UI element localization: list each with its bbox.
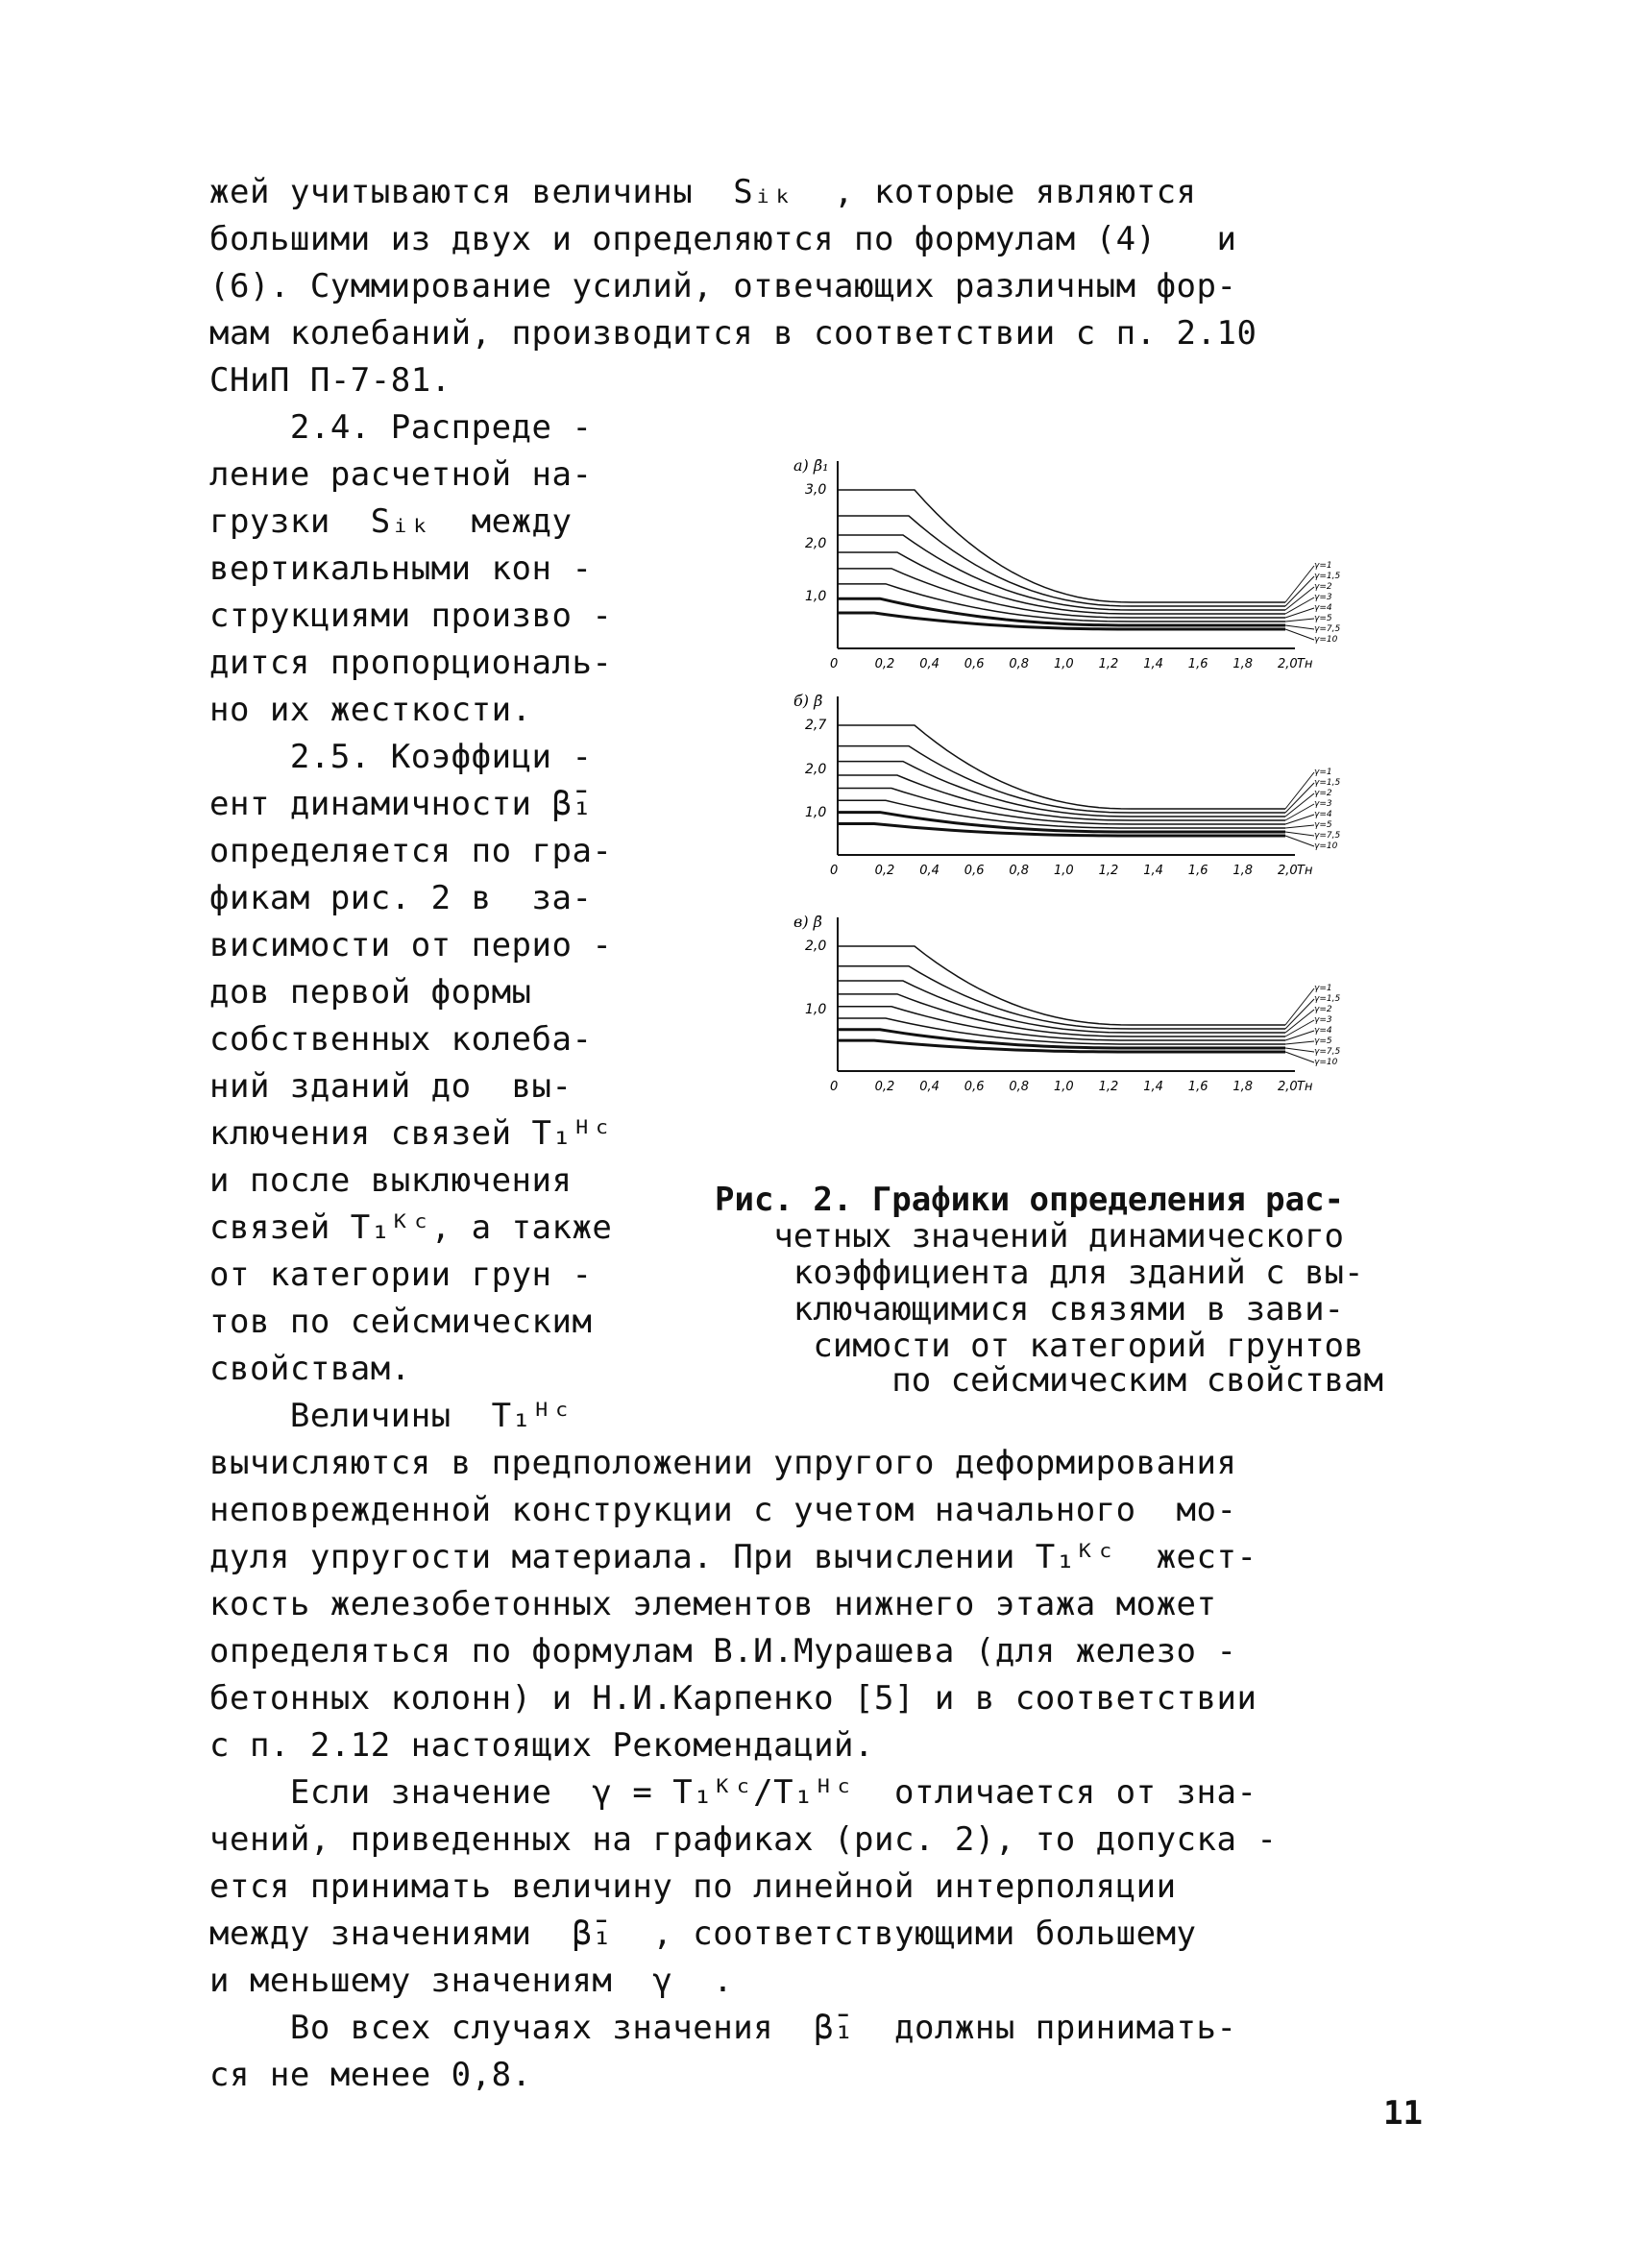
text-line: (6). Суммирование усилий, отвечающих различным фор- — [209, 267, 1237, 305]
curve-line — [838, 725, 1285, 809]
text-line: кость железобетонных элементов нижнего этажа может — [209, 1585, 1217, 1623]
y-tick-label: 2,7 — [805, 718, 827, 733]
column-line: ент динамичности β̄₁ — [209, 785, 593, 823]
x-tick-label: 1,2 — [1098, 1080, 1119, 1094]
y-tick-label: 1,0 — [805, 805, 827, 820]
gamma-label: γ=5 — [1314, 1036, 1332, 1046]
gamma-label: γ=3 — [1314, 1015, 1332, 1025]
y-tick-label: 1,0 — [805, 589, 827, 604]
x-tick-label: 2,0 — [1278, 657, 1298, 671]
column-line: ление расчетной на- — [209, 455, 593, 494]
gamma-label: γ=1 — [1314, 768, 1332, 777]
y-tick-label: 2,0 — [805, 762, 827, 777]
y-tick-label: 1,0 — [805, 1002, 827, 1017]
x-tick-label: 1,8 — [1232, 657, 1254, 671]
gamma-label: γ=7,5 — [1314, 831, 1341, 841]
x-tick-label: 0,6 — [964, 864, 985, 878]
text-line: бетонных колонн) и Н.И.Карпенко [5] и в соответствии — [209, 1679, 1257, 1718]
gamma-label: γ=10 — [1314, 1058, 1338, 1067]
gamma-label: γ=4 — [1314, 603, 1332, 613]
x-tick-label: 1,4 — [1143, 657, 1163, 671]
x-tick-label: 0 — [830, 657, 839, 671]
gamma-label: γ=2 — [1314, 582, 1332, 592]
x-tick-label: 1,0 — [1054, 657, 1074, 671]
x-tick-label: 1,6 — [1187, 864, 1208, 878]
x-tick-label: 0,2 — [874, 864, 895, 878]
column-line: дов первой формы — [209, 973, 532, 1012]
curve-line — [838, 775, 1285, 820]
gamma-leader — [1285, 783, 1314, 813]
gamma-leader — [1285, 999, 1314, 1029]
gamma-label: γ=7,5 — [1314, 1047, 1341, 1057]
gamma-leader — [1285, 804, 1314, 820]
text-line: Если значение γ = T₁ᴷᶜ/T₁ᴴᶜ отличается от зна- — [209, 1773, 1257, 1812]
page-number: 11 — [1383, 2094, 1423, 2133]
figure-caption: четных значений динамического — [715, 1217, 1345, 1256]
gamma-leader — [1285, 825, 1314, 828]
gamma-label: γ=1 — [1314, 984, 1332, 993]
column-line: и после выключения — [209, 1161, 573, 1200]
gamma-label: γ=4 — [1314, 810, 1332, 819]
column-line: тов по сейсмическим — [209, 1303, 593, 1341]
gamma-leader — [1285, 597, 1314, 614]
curve-line — [838, 788, 1285, 824]
figure-2 — [786, 442, 1381, 1114]
gamma-leader — [1285, 815, 1314, 824]
gamma-label: γ=2 — [1314, 1005, 1332, 1014]
x-tick-label: 0,4 — [919, 657, 940, 671]
gamma-leader — [1285, 793, 1314, 817]
x-tick-label: 2,0 — [1278, 864, 1298, 878]
gamma-label: γ=1,5 — [1314, 994, 1341, 1004]
column-line: ний зданий до вы- — [209, 1067, 573, 1106]
y-tick-label: 2,0 — [805, 536, 827, 551]
column-line: грузки Sᵢₖ между — [209, 502, 573, 541]
panel-label: а) β̄₁ — [793, 456, 829, 475]
gamma-leader — [1285, 619, 1314, 622]
gamma-leader — [1285, 1020, 1314, 1036]
column-line: висимости от перио - — [209, 926, 613, 964]
x-tick-label: 0,2 — [874, 657, 895, 671]
column-line: свойствам. — [209, 1350, 411, 1388]
gamma-label: γ=3 — [1314, 593, 1332, 602]
gamma-leader — [1285, 988, 1314, 1025]
gamma-leader — [1285, 1010, 1314, 1033]
column-line: от категории грун - — [209, 1256, 593, 1294]
x-tick-label: 0,6 — [964, 1080, 985, 1094]
text-line: неповрежденной конструкции с учетом начального мо- — [209, 1491, 1237, 1529]
x-tick-label: 0,2 — [874, 1080, 895, 1094]
gamma-label: γ=1 — [1314, 561, 1332, 571]
text-line: чений, приведенных на графиках (рис. 2), то допуска - — [209, 1820, 1278, 1859]
text-line: жей учитываются величины Sᵢₖ , которые являются — [209, 173, 1197, 211]
gamma-label: γ=7,5 — [1314, 624, 1341, 634]
figure-caption: коэффициента для зданий с вы- — [715, 1254, 1364, 1292]
text-line: дуля упругости материала. При вычислении T₁ᴷᶜ жест- — [209, 1538, 1257, 1576]
gamma-leader — [1285, 629, 1314, 640]
column-line: собственных колеба- — [209, 1020, 593, 1059]
figure-caption: по сейсмическим свойствам — [715, 1361, 1383, 1400]
text-line: между значениями β̄₁ , соответствующими большему — [209, 1914, 1197, 1953]
figure-caption: Рис. 2. Графики определения рас- — [715, 1181, 1345, 1219]
text-line: мам колебаний, производится в соответствии с п. 2.10 — [209, 314, 1257, 353]
x-tick-label: 0,8 — [1009, 657, 1030, 671]
curve-line — [838, 490, 1285, 602]
gamma-label: γ=5 — [1314, 614, 1332, 623]
gamma-leader — [1285, 625, 1314, 629]
curve-line — [838, 994, 1285, 1036]
column-line: вертикальными кон - — [209, 549, 593, 588]
text-line: определяться по формулам В.И.Мурашева (для железо - — [209, 1632, 1237, 1671]
gamma-leader — [1285, 836, 1314, 846]
column-line: связей T₁ᴷᶜ, а также — [209, 1208, 613, 1247]
x-axis-label: Tн — [1297, 864, 1313, 878]
column-line: 2.5. Коэффици - — [209, 738, 593, 776]
column-line: Величины T₁ᴴᶜ — [209, 1397, 573, 1435]
y-tick-label: 3,0 — [805, 482, 827, 498]
text-line: и меньшему значениям γ . — [209, 1962, 734, 2000]
text-line: ся не менее 0,8. — [209, 2056, 532, 2094]
x-tick-label: 0,8 — [1009, 1080, 1030, 1094]
text-line: большими из двух и определяются по формулам (4) и — [209, 220, 1237, 258]
gamma-leader — [1285, 1048, 1314, 1052]
x-tick-label: 1,6 — [1187, 1080, 1208, 1094]
x-tick-label: 1,8 — [1232, 864, 1254, 878]
figure-caption: ключающимися связями в зави- — [715, 1290, 1345, 1329]
x-tick-label: 0 — [830, 864, 839, 878]
x-tick-label: 2,0 — [1278, 1080, 1298, 1094]
gamma-leader — [1285, 832, 1314, 836]
gamma-label: γ=4 — [1314, 1026, 1332, 1036]
x-tick-label: 1,8 — [1232, 1080, 1254, 1094]
column-line: дится пропорциональ- — [209, 644, 613, 682]
x-tick-label: 1,6 — [1187, 657, 1208, 671]
x-tick-label: 1,0 — [1054, 864, 1074, 878]
column-line: определяется по гра- — [209, 832, 613, 870]
x-axis-label: Tн — [1297, 1080, 1313, 1094]
gamma-label: γ=10 — [1314, 841, 1338, 851]
x-tick-label: 1,0 — [1054, 1080, 1074, 1094]
x-tick-label: 0 — [830, 1080, 839, 1094]
x-tick-label: 0,4 — [919, 864, 940, 878]
x-tick-label: 1,2 — [1098, 864, 1119, 878]
gamma-leader — [1285, 1031, 1314, 1040]
x-tick-label: 1,4 — [1143, 864, 1163, 878]
gamma-leader — [1285, 566, 1314, 602]
curve-line — [838, 746, 1285, 813]
x-tick-label: 1,4 — [1143, 1080, 1163, 1094]
gamma-leader — [1285, 772, 1314, 809]
gamma-leader — [1285, 587, 1314, 610]
gamma-label: γ=1,5 — [1314, 778, 1341, 788]
gamma-leader — [1285, 1041, 1314, 1044]
gamma-label: γ=5 — [1314, 820, 1332, 830]
figure-caption: симости от категорий грунтов — [715, 1327, 1364, 1365]
x-axis-label: Tн — [1297, 657, 1313, 671]
curve-line — [838, 946, 1285, 1025]
column-line: 2.4. Распреде - — [209, 408, 593, 447]
panel-label: б) β̄ — [793, 692, 823, 710]
text-line: СНиП П-7-81. — [209, 361, 451, 400]
panel-label: в) β̄ — [793, 913, 822, 931]
gamma-leader — [1285, 576, 1314, 606]
gamma-label: γ=2 — [1314, 789, 1332, 798]
gamma-label: γ=3 — [1314, 799, 1332, 809]
column-line: ключения связей T₁ᴴᶜ — [209, 1114, 613, 1153]
x-tick-label: 0,4 — [919, 1080, 940, 1094]
column-line: но их жесткости. — [209, 691, 532, 729]
gamma-leader — [1285, 608, 1314, 618]
text-line: вычисляются в предположении упругого деформирования — [209, 1444, 1237, 1482]
x-tick-label: 0,8 — [1009, 864, 1030, 878]
column-line: струкциями произво - — [209, 597, 613, 635]
x-tick-label: 0,6 — [964, 657, 985, 671]
x-tick-label: 1,2 — [1098, 657, 1119, 671]
text-line: ется принимать величину по линейной интерполяции — [209, 1867, 1177, 1906]
gamma-label: γ=1,5 — [1314, 572, 1341, 581]
text-line: с п. 2.12 настоящих Рекомендаций. — [209, 1726, 875, 1765]
column-line: фикам рис. 2 в за- — [209, 879, 593, 917]
y-tick-label: 2,0 — [805, 939, 827, 954]
gamma-label: γ=10 — [1314, 635, 1338, 645]
text-line: Во всех случаях значения β̄₁ должны принимать- — [209, 2009, 1237, 2047]
gamma-leader — [1285, 1052, 1314, 1062]
